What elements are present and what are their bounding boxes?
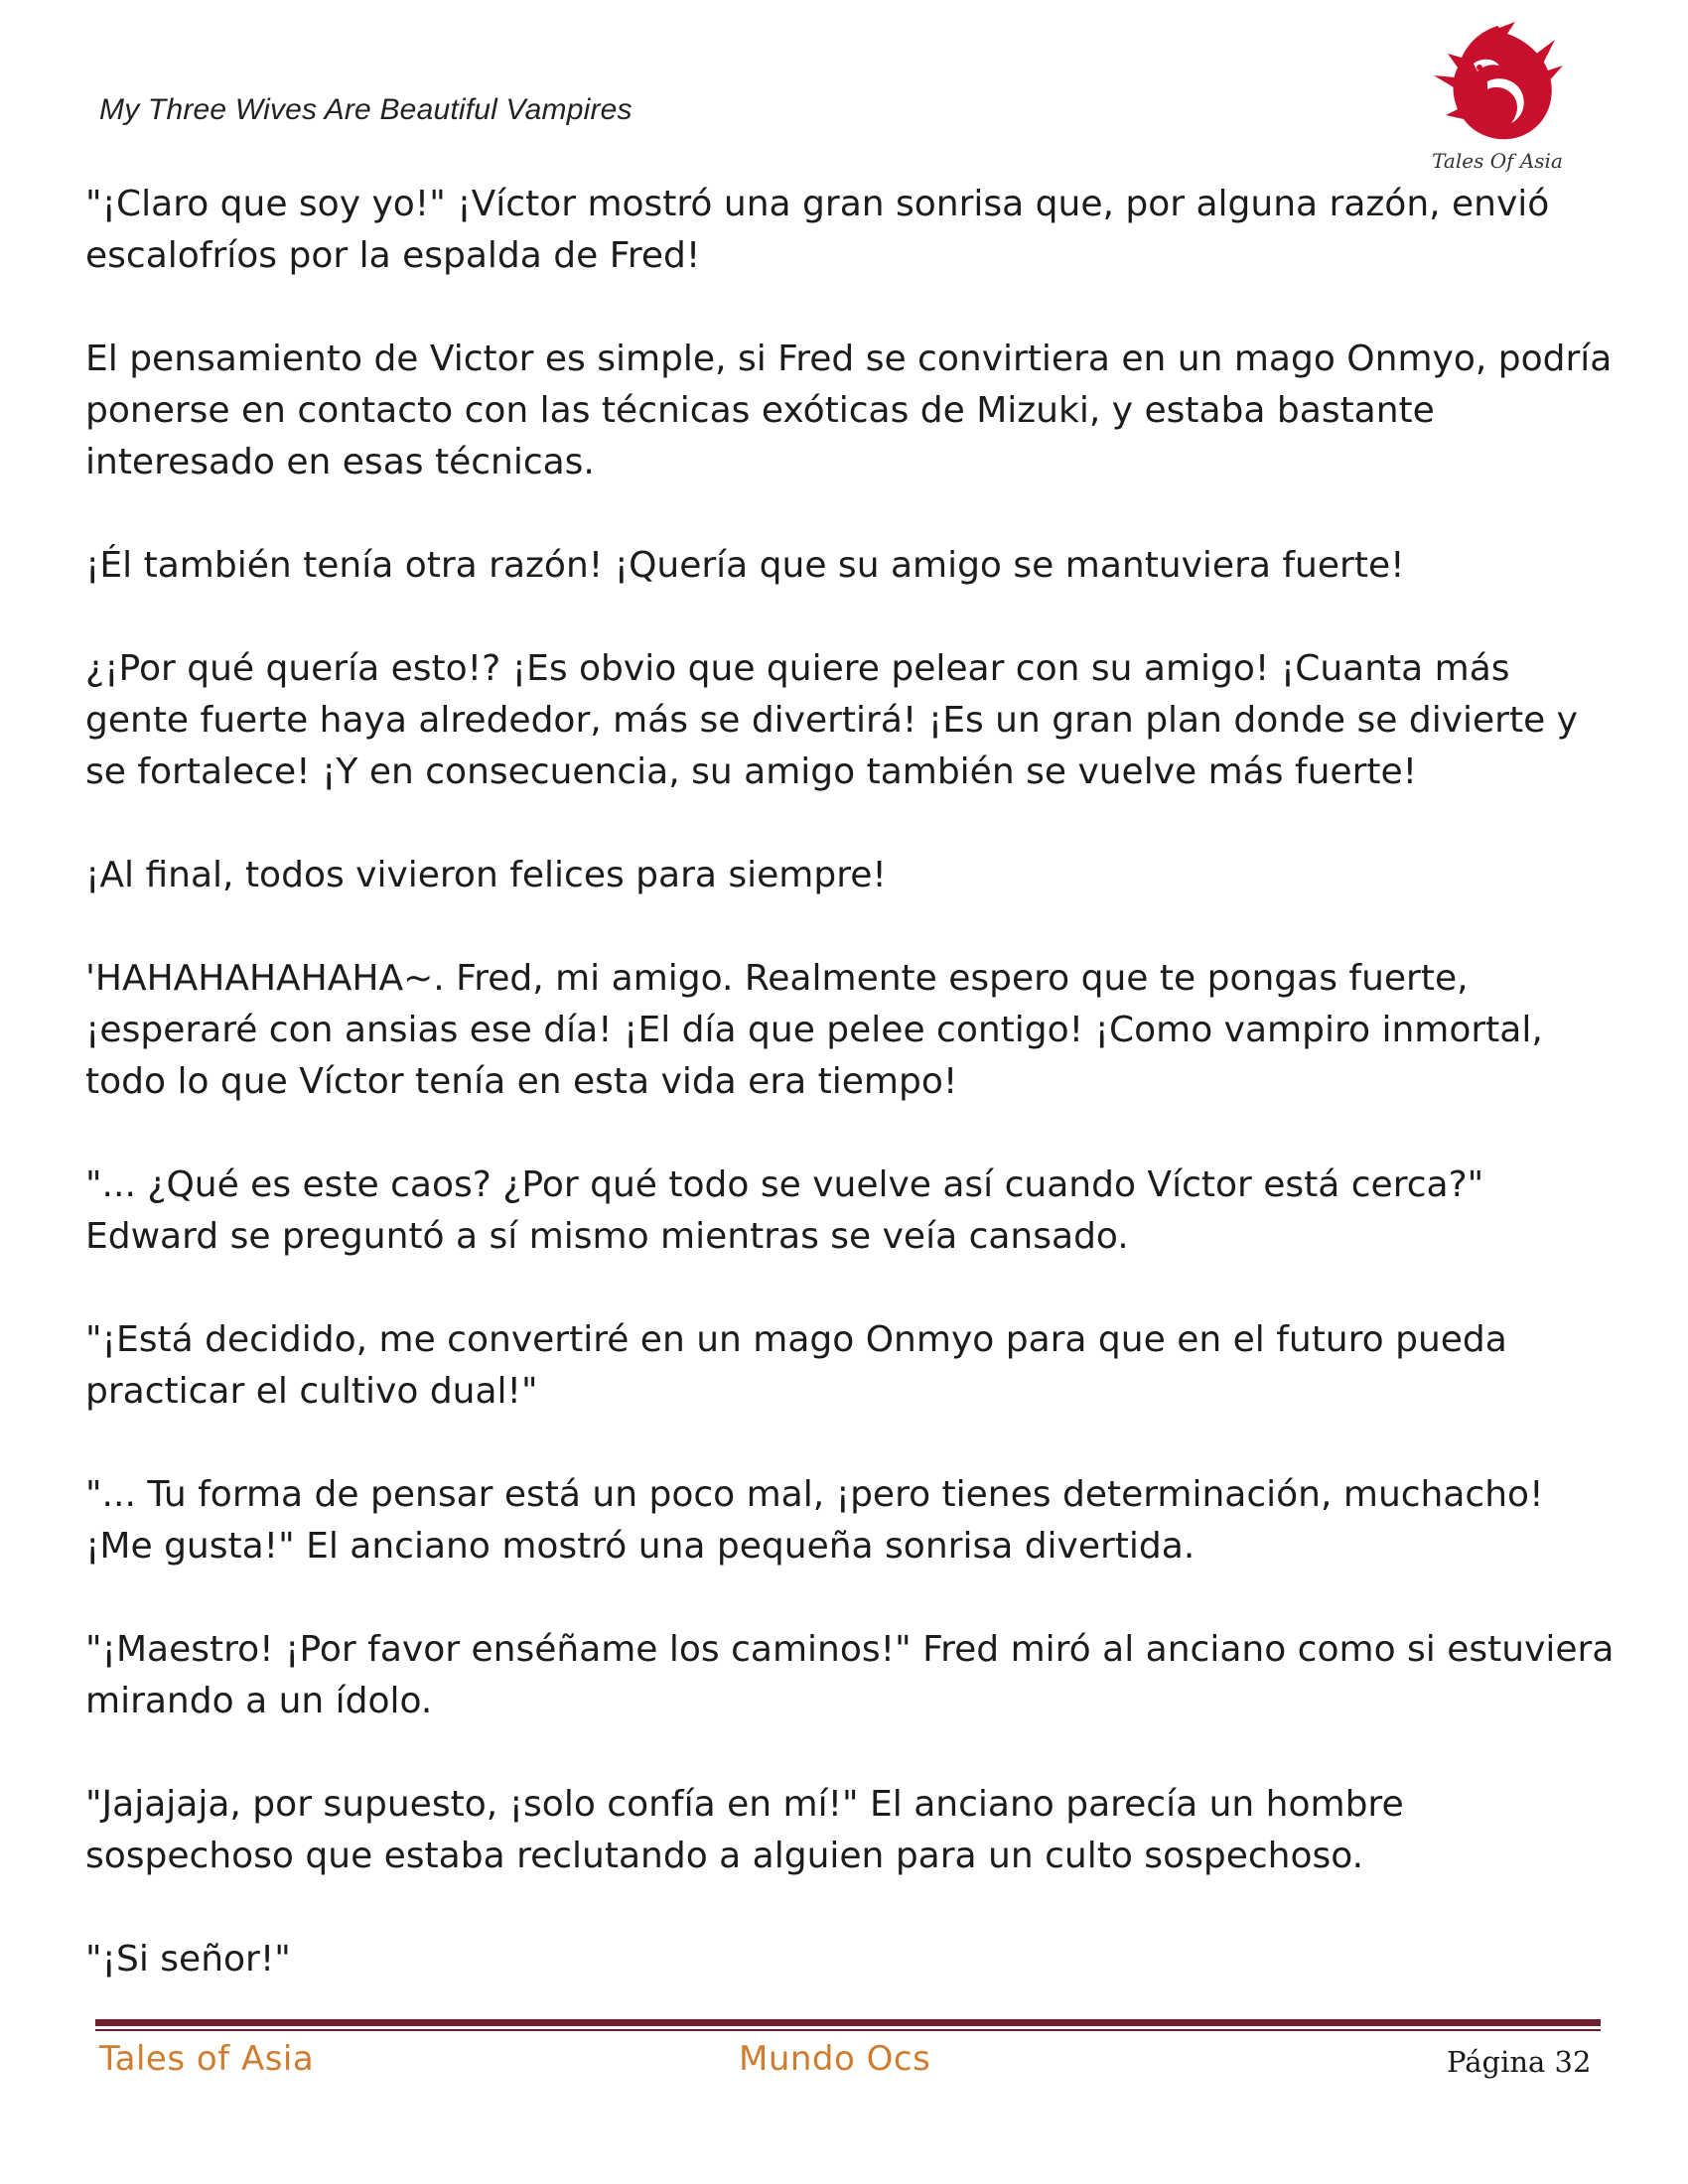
red-dragon-icon bbox=[1428, 18, 1567, 152]
paragraph: ¡Él también tenía otra razón! ¡Quería que su amigo se mantuviera fuerte! bbox=[85, 545, 1405, 586]
paragraph: "¡Está decidido, me convertiré en un mago Onmyo para que en el futuro pueda practicar el cultivo dual!" bbox=[85, 1319, 1507, 1412]
paragraph: El pensamiento de Victor es simple, si Fred se convirtiera en un mago Onmyo, podría ponerse en contacto con las técnicas exóticas de Mizuki, y estaba bastante interesado en esas técnicas. bbox=[85, 339, 1613, 482]
page-number: Página 32 bbox=[1447, 2045, 1592, 2079]
logo-text: Tales Of Asia bbox=[1432, 149, 1563, 173]
footer-publisher: Tales of Asia bbox=[99, 2039, 315, 2079]
paragraph: "... Tu forma de pensar está un poco mal, ¡pero tienes determinación, muchacho! ¡Me gusta!" El anciano mostró una pequeña sonrisa divertida. bbox=[85, 1474, 1544, 1567]
footer-source: Mundo Ocs bbox=[739, 2039, 931, 2079]
paragraph: ¡Al final, todos vivieron felices para siempre! bbox=[85, 855, 887, 895]
paragraph: "¡Maestro! ¡Por favor enséñame los caminos!" Fred miró al anciano como si estuviera mirando a un ídolo. bbox=[85, 1629, 1615, 1721]
paragraph: "Jajajaja, por supuesto, ¡solo confía en mí!" El anciano parecía un hombre sospechoso que estaba reclutando a alguien para un culto sospechoso. bbox=[85, 1784, 1404, 1876]
paragraph: "... ¿Qué es este caos? ¿Por qué todo se vuelve así cuando Víctor está cerca?" Edward se preguntó a sí mismo mientras se veía cansado. bbox=[85, 1164, 1484, 1257]
paragraph: "¡Claro que soy yo!" ¡Víctor mostró una gran sonrisa que, por alguna razón, envió escalofríos por la espalda de Fred! bbox=[85, 184, 1550, 276]
paragraph: ¿¡Por qué quería esto!? ¡Es obvio que quiere pelear con su amigo! ¡Cuanta más gente fuerte haya alrededor, más se divertirá! ¡Es un gran plan donde se divierte y se fortalece! ¡Y en consecuencia, su amigo también se vuelve más fuerte! bbox=[85, 648, 1578, 792]
footer-divider bbox=[95, 2019, 1601, 2031]
paragraph: "¡Si señor!" bbox=[85, 1939, 291, 1979]
chapter-body bbox=[85, 179, 1615, 2037]
document-header-title: My Three Wives Are Beautiful Vampires bbox=[99, 93, 633, 126]
tales-of-asia-logo bbox=[1428, 18, 1567, 182]
paragraph: 'HAHAHAHAHAHA~. Fred, mi amigo. Realmente espero que te pongas fuerte, ¡esperaré con ansias ese día! ¡El día que pelee contigo! ¡Como vampiro inmortal, todo lo que Víctor tenía en esta vida era tiempo! bbox=[85, 958, 1543, 1102]
